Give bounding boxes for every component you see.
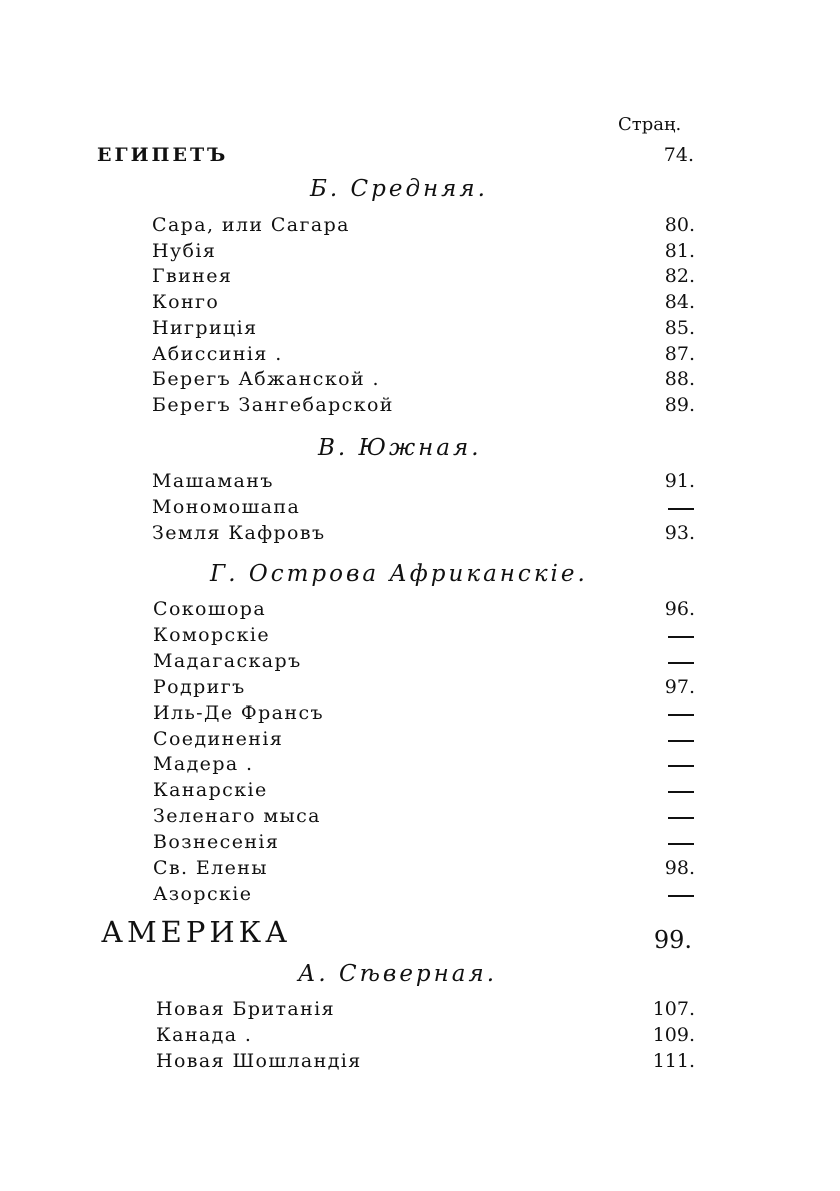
toc-entry-name: Мадагаскаръ	[153, 649, 302, 672]
toc-page-number: 87.	[664, 342, 695, 365]
toc-entry-name: Нигриція	[152, 316, 258, 339]
toc-page-dash	[668, 895, 694, 897]
toc-entry-name: Азорскіе	[153, 882, 253, 905]
toc-page-number: 96.	[664, 598, 695, 620]
toc-entry-name: Машаманъ	[152, 470, 274, 492]
toc-page-amerika: 99.	[653, 926, 692, 954]
section-heading-a: А. Сѣверная.	[298, 961, 498, 987]
toc-page-number: 93.	[664, 522, 695, 544]
toc-page-dash	[668, 636, 694, 638]
toc-entry-name: Берегъ Зангебарской	[152, 393, 394, 416]
page-column-label: Страң.	[618, 114, 682, 135]
toc-entry-name: Соединенія	[153, 727, 284, 750]
toc-entry-name: Зеленаго мыса	[153, 805, 321, 828]
toc-page-number: 111.	[652, 1050, 695, 1072]
toc-entry-name: Канарскіе	[153, 779, 268, 802]
toc-entry-name: Берегъ Абжанской .	[152, 368, 380, 391]
toc-entry-name: Св. Елены	[153, 857, 268, 879]
toc-entry-name: Коморскіе	[153, 623, 270, 646]
toc-page-number: 81.	[664, 239, 695, 262]
toc-page-dash	[668, 662, 694, 664]
toc-entry-egipet: ЕГИПЕТЪ	[97, 144, 229, 166]
toc-entry-name: Мадера .	[153, 753, 254, 776]
toc-entry-name: Нубія	[152, 239, 217, 262]
toc-page-number: 89.	[664, 393, 695, 416]
toc-entry-name: Абиссинія .	[152, 342, 283, 365]
toc-entry-name: Канада .	[156, 1024, 253, 1046]
toc-page-number: 97.	[664, 675, 695, 698]
toc-page-number: 85.	[664, 316, 695, 339]
toc-page-dash	[668, 740, 694, 742]
toc-page-dash	[668, 817, 694, 819]
toc-page-dash	[668, 765, 694, 767]
toc-entry-name: Вознесенія	[153, 831, 280, 854]
toc-page-number: 88.	[664, 368, 695, 391]
toc-entry-name: Родригъ	[153, 675, 246, 698]
toc-entry-name: Сокошора	[153, 598, 267, 620]
toc-entry-name: Гвинея	[152, 265, 233, 288]
toc-page-number: 82.	[664, 265, 695, 288]
toc-page-dash	[668, 508, 694, 510]
toc-entry-name: Новая Британія	[156, 998, 336, 1020]
toc-entry-name: Новая Шошландія	[156, 1050, 362, 1072]
toc-entry-name: Земля Кафровъ	[152, 522, 326, 544]
toc-page-egipet: 74.	[663, 144, 694, 166]
toc-page-number: 91.	[664, 470, 695, 492]
toc-page-number: 98.	[664, 857, 695, 879]
toc-page-number: 80.	[664, 214, 695, 236]
section-heading-b: Б. Средняя.	[310, 176, 488, 202]
toc-page-dash	[668, 791, 694, 793]
toc-entry-amerika: АМЕРИКА	[101, 915, 292, 949]
toc-page-dash	[668, 714, 694, 716]
section-heading-g: Г. Острова Африканскіе.	[210, 561, 588, 587]
toc-entry-name: Мономошапа	[152, 496, 301, 518]
toc-page-dash	[668, 843, 694, 845]
toc-page-number: 84.	[664, 291, 695, 314]
toc-page-number: 109.	[652, 1024, 695, 1046]
section-heading-v: В. Южная.	[318, 435, 482, 461]
toc-entry-name: Иль-Де Франсъ	[153, 701, 324, 724]
toc-page-number: 107.	[652, 998, 695, 1020]
toc-entry-name: Конго	[152, 291, 220, 314]
toc-entry-name: Сара, или Сагара	[152, 214, 350, 236]
